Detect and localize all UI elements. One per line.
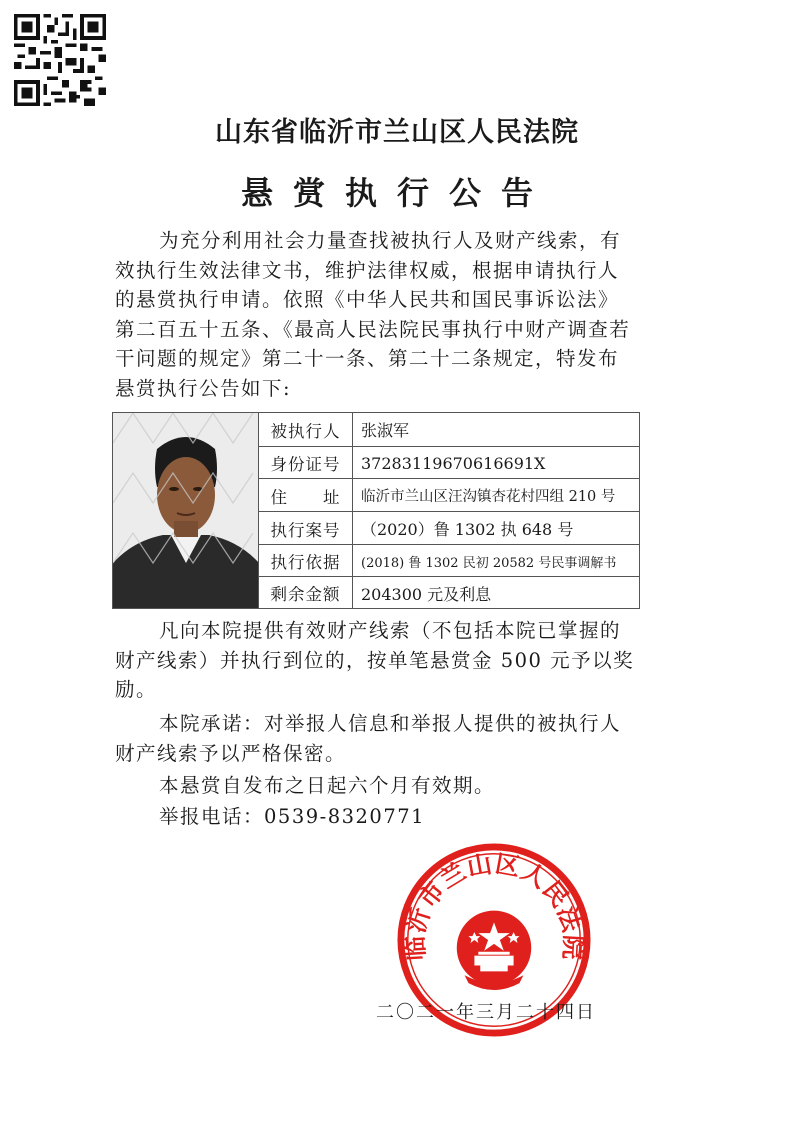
court-name: 山东省临沂市兰山区人民法院 (215, 117, 579, 148)
table-row (259, 413, 640, 446)
debtor-photo (113, 413, 259, 608)
notice-title: 悬赏执行公告 (240, 174, 553, 212)
report-phone: 举报电话：0539-8320771 (159, 805, 426, 828)
field-label: 执行案号 (259, 512, 353, 545)
qr-code (14, 14, 106, 106)
validity-paragraph: 本悬赏自发布之日起六个月有效期。 (159, 774, 496, 797)
table-row (259, 478, 640, 512)
seal-text: 临沂市兰山区人民法院 (399, 848, 589, 962)
field-label: 剩余金额 (259, 577, 353, 609)
table-row (259, 576, 640, 609)
national-emblem-icon (457, 911, 531, 990)
confidentiality-paragraph: 本院承诺：对举报人信息和举报人提供的被执行人财产线索予以严格保密。 (115, 712, 622, 765)
table-row (259, 511, 640, 545)
reward-paragraph: 凡向本院提供有效财产线索（不包括本院已掌握的财产线索）并执行到位的，按单笔悬赏金 500 元予以奖励。 (115, 619, 635, 701)
table-row (259, 446, 640, 479)
case-number: （2020）鲁 1302 执 648 号 (361, 520, 574, 539)
intro-paragraph: 为充分利用社会力量查找被执行人及财产线索，有效执行生效法律文书，维护法律权威，根据申请执行人的悬赏执行申请。依照《中华人民共和国民事诉讼法》第二百五十五条、《最高人民法院民事执行中财产调查若干问题的规定》第二十一条、第二十二条规定，特发布悬赏执行公告如下: (115, 229, 631, 400)
address: 临沂市兰山区汪沟镇杏花村四组 210 号 (361, 489, 616, 505)
table-row (259, 544, 640, 577)
enforcement-basis: (2018) 鲁 1302 民初 20582 号民事调解书 (361, 555, 617, 571)
field-label: 身份证号 (259, 447, 353, 479)
issue-date: 二〇二一年三月二十四日 (376, 1002, 596, 1023)
id-number: 37283119670616691X (361, 453, 546, 473)
field-label: 住 址 (259, 479, 353, 512)
field-label: 执行依据 (259, 545, 353, 577)
debtor-name: 张淑军 (361, 421, 410, 440)
field-label: 被执行人 (259, 413, 353, 446)
remaining-amount: 204300 元及利息 (361, 584, 492, 604)
debtor-info-table (112, 412, 640, 609)
